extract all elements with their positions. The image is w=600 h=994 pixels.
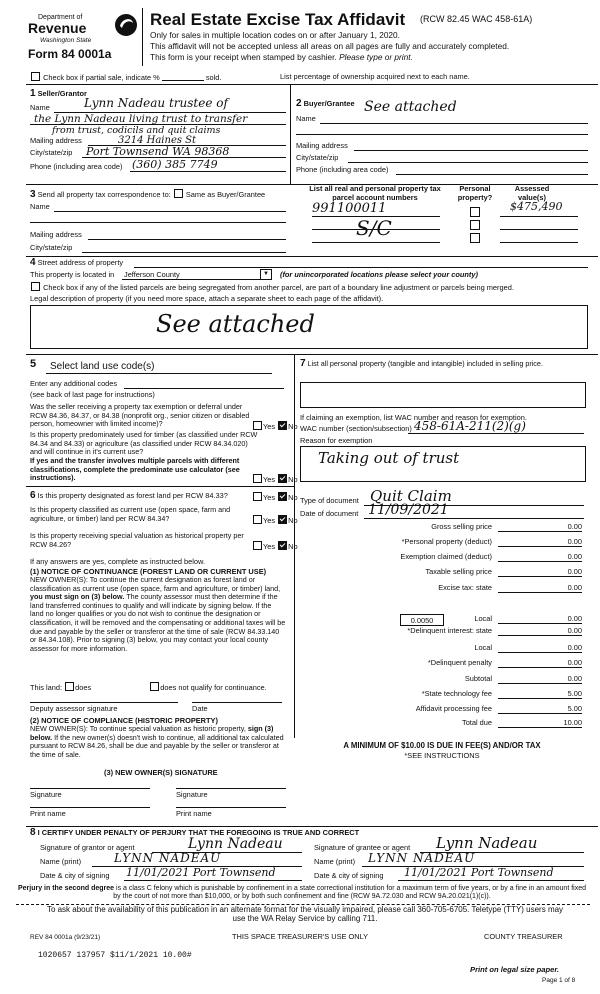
minimum-note: A MINIMUM OF $10.00 IS DUE IN FEE(S) AND/OR TAX xyxy=(343,741,541,750)
wac-handwriting: 458-61A-211(2)(g) xyxy=(414,419,526,433)
calc-row-label: Exemption claimed (deduct) xyxy=(400,552,492,561)
owner-print-label-2: Print name xyxy=(176,809,212,818)
deputy-date-label: Date xyxy=(192,704,208,713)
street-row xyxy=(30,258,123,267)
does-checkbox[interactable] xyxy=(65,682,74,691)
grantee-print-label: Name (print) xyxy=(314,857,356,866)
personal-property-row xyxy=(300,360,584,369)
doc-date-handwriting: 11/09/2021 xyxy=(368,502,449,518)
personal-header xyxy=(452,184,498,202)
assessed-header-l1: Assessed xyxy=(514,184,550,193)
notice1-body-b: The county assessor must then determine if the land transferred continues to qualify and will indicate by signing below. If the land no longer qualifies or you do not wish to continue the designation or classification, it will be removed and the compensating or additional taxes will be due and payable by the seller or transferor at the time of sale (RCW 84.33.140 or 84.34.108). Prior to signing (3) below, you may contact your local county assessor for more information. xyxy=(30,592,286,653)
calc-row-label: *Delinquent penalty xyxy=(427,658,492,667)
grantor-date-label: Date & city of signing xyxy=(40,871,110,880)
header-note3-emph: Please type or print. xyxy=(339,52,413,62)
calc-row-label: *State technology fee xyxy=(421,689,492,698)
doc-date-label: Date of document xyxy=(300,509,359,518)
header-note1: Only for sales in multiple location codes on or after January 1, 2020. xyxy=(150,30,400,40)
s3-city-label: City/state/zip xyxy=(30,243,73,252)
grantee-date-handwriting: 11/01/2021 Port Townsend xyxy=(404,866,554,879)
segregated-row xyxy=(30,282,514,292)
notice1-body xyxy=(30,576,286,653)
does-not-checkbox[interactable] xyxy=(150,682,159,691)
assessed-handwriting: $475,490 xyxy=(510,200,563,213)
q-special-no: No xyxy=(288,542,298,551)
rule-s4 xyxy=(26,256,598,257)
q-special: Is this property receiving special valuation as historical property per RCW 84.26? xyxy=(30,531,244,549)
doc-date-line[interactable] xyxy=(364,518,584,519)
buyer-city-label: City/state/zip xyxy=(296,153,339,162)
exemption-label: If claiming an exemption, list WAC number and reason for exemption. xyxy=(300,413,527,422)
assessed-line-3[interactable] xyxy=(500,242,578,243)
partial-sale-sold: sold. xyxy=(205,73,222,82)
section3-send-label: Send all property tax correspondence to: xyxy=(37,190,171,199)
segregated-label: Check box if any of the listed parcels are being segregated from another parcel, are part of a boundary line adjustment or parcels being merged. xyxy=(43,283,514,292)
seller-city-handwriting: Port Townsend WA 98368 xyxy=(86,145,230,158)
sig-grantee-label: Signature of grantee or agent xyxy=(314,843,411,852)
personal-checkbox-2[interactable] xyxy=(470,220,480,230)
located-label: This property is located in xyxy=(30,270,115,279)
certify-label: I CERTIFY UNDER PENALTY OF PERJURY THAT THE FOREGOING IS TRUE AND CORRECT xyxy=(37,828,360,837)
buyer-name-line[interactable] xyxy=(320,123,588,124)
additional-codes-label: Enter any additional codes xyxy=(30,379,118,388)
q-open-yes-checkbox[interactable] xyxy=(253,515,262,524)
q-forest-yes-checkbox[interactable] xyxy=(253,492,262,501)
does-not-label: does not qualify for continuance. xyxy=(160,683,267,692)
notice2-body-a: NEW OWNER(S): To continue special valuation as historic property, xyxy=(30,724,246,733)
same-as-buyer-label: Same as Buyer/Grantee xyxy=(185,190,266,199)
page-number: Page 1 of 8 xyxy=(542,977,576,984)
q-exemption-yes-checkbox[interactable] xyxy=(253,421,262,430)
treasurer-stamp: 1020657 137957 $11/1/2021 10.00# xyxy=(38,951,192,960)
notice2-title: (2) NOTICE OF COMPLIANCE (HISTORIC PROPERTY) xyxy=(30,716,218,725)
see-back-label: (see back of last page for instructions) xyxy=(30,390,155,399)
owner-print-line-2[interactable] xyxy=(176,807,286,808)
personal-checkbox-3[interactable] xyxy=(470,233,480,243)
grantee-sig-handwriting: Lynn Nadeau xyxy=(436,834,538,852)
assessed-line-2[interactable] xyxy=(500,229,578,230)
section4-num: 4 xyxy=(30,257,36,268)
assessed-line-1[interactable] xyxy=(500,216,578,217)
notice1-title: (1) NOTICE OF CONTINUANCE (FOREST LAND OR CURRENT USE) xyxy=(30,567,267,576)
personal-header-l2: property? xyxy=(457,193,493,202)
buyer-name-handwriting: See attached xyxy=(364,99,457,115)
owner-print-label-1: Print name xyxy=(30,809,66,818)
grantor-print-label: Name (print) xyxy=(40,857,82,866)
rule-s5 xyxy=(26,354,598,355)
section3-num: 3 xyxy=(30,189,36,200)
owner-sig-label-2: Signature xyxy=(176,790,208,799)
calc-row xyxy=(300,583,584,594)
form-title: Real Estate Excise Tax Affidavit xyxy=(150,10,406,29)
s3-city-line[interactable] xyxy=(82,252,286,253)
q-open-no-checkbox[interactable] xyxy=(278,515,287,524)
personal-property-box[interactable] xyxy=(300,382,586,408)
header-divider xyxy=(142,8,143,66)
reason-handwriting: Taking out of trust xyxy=(318,449,460,467)
calc-row-value[interactable]: 0.00 xyxy=(498,583,582,593)
street-label: Street address of property xyxy=(37,258,124,267)
new-owner-sig-title: (3) NEW OWNER(S) SIGNATURE xyxy=(104,768,218,777)
personal-property-label: List all personal property (tangible and intangible) included in selling price. xyxy=(307,359,543,368)
calc-row xyxy=(300,643,584,654)
owner-sig-label-1: Signature xyxy=(30,790,62,799)
county-note: (for unincorporated locations please select your county) xyxy=(280,270,478,279)
calc-row-value[interactable]: 0.00 xyxy=(498,537,582,547)
treasurer-space-label: THIS SPACE TREASURER'S USE ONLY xyxy=(232,932,369,941)
dor-swoosh-icon xyxy=(114,12,138,38)
wac-line[interactable] xyxy=(408,433,584,434)
grantee-print-handwriting: LYNN NADEAU xyxy=(368,851,476,865)
calc-row-value[interactable]: 0.00 xyxy=(498,643,582,653)
perjury-text: is a class C felony which is punishable by confinement in a state correctional institution for a maximum term of five years, or by a fine in an amount fixed by the court of not more than $10,000, or by both such confinement and fine (RCW 9A.72.030 and RCW 9A.20.021(1)(c)). xyxy=(113,885,587,901)
buyer-name-line2[interactable] xyxy=(296,134,588,135)
reason-label: Reason for exemption xyxy=(300,436,373,445)
calc-row xyxy=(300,567,584,578)
header-note2: This affidavit will not be accepted unless all areas on all pages are fully and accurately completed. xyxy=(150,41,510,51)
q-timber-answers xyxy=(252,474,298,484)
q-timber-yes-checkbox[interactable] xyxy=(253,474,262,483)
alt-format-note: To ask about the availability of this publication in an alternate format for the visually impaired, please call 360-705-6705. Teletype (TTY) users may use the WA Relay Service by calling 711. xyxy=(46,905,564,924)
notice1-body-bold: you must sign on (3) below. xyxy=(30,592,125,602)
section5-num: 5 xyxy=(30,358,37,370)
q-timber-yes: Yes xyxy=(263,475,276,484)
land-use-select-label: Select land use code(s) xyxy=(50,361,155,372)
parcel-header-l2: parcel account numbers xyxy=(332,193,418,202)
q-forest-yes: Yes xyxy=(263,493,276,502)
calc-row xyxy=(300,674,584,685)
county-select[interactable] xyxy=(122,269,272,280)
calc-row xyxy=(300,626,584,637)
q-forest-answers xyxy=(252,492,298,502)
buyer-city-line[interactable] xyxy=(348,162,588,163)
q-timber-bold: If yes and the transfer involves multiple parcels with different classifications, complete the predominate use calculator (see instructions). xyxy=(30,456,240,483)
seller-name-handwriting-3: from trust, codicils and quit claims xyxy=(52,125,221,136)
section1-title: Seller/Grantor xyxy=(37,89,87,98)
grantor-date-line[interactable] xyxy=(124,880,302,881)
section3-send-row xyxy=(30,189,265,199)
calc-row xyxy=(300,689,584,700)
s3-name-line2[interactable] xyxy=(30,222,286,223)
calc-row xyxy=(300,704,584,715)
perjury-note xyxy=(14,885,590,902)
owner-sig-line-1[interactable] xyxy=(30,788,150,789)
street-line[interactable] xyxy=(134,267,588,268)
owner-print-line-1[interactable] xyxy=(30,807,150,808)
buyer-phone-line[interactable] xyxy=(396,174,588,175)
dept-line1: Department of xyxy=(38,14,83,21)
s3-mailing-line[interactable] xyxy=(88,239,286,240)
ownership-note: List percentage of ownership acquired next to each name. xyxy=(280,72,470,81)
seller-phone-line[interactable] xyxy=(130,171,286,172)
form-rcw: (RCW 82.45 WAC 458-61A) xyxy=(420,14,533,24)
rule-s6 xyxy=(26,486,294,487)
section2-num: 2 xyxy=(296,98,302,109)
q-timber-no-checkbox[interactable] xyxy=(278,474,287,483)
rev-label: REV 84 0001a (9/23/21) xyxy=(30,934,101,941)
s3-name-label: Name xyxy=(30,202,50,211)
deputy-sig-line[interactable] xyxy=(30,702,178,703)
q-exemption-yes: Yes xyxy=(263,422,276,431)
q-special-yes: Yes xyxy=(263,542,276,551)
notice2-body-bold: sign (3) below. xyxy=(30,724,274,742)
calc-row-label: Subtotal xyxy=(464,674,492,683)
calc-row-label: Affidavit processing fee xyxy=(415,704,492,713)
county-treasurer-label: COUNTY TREASURER xyxy=(484,932,563,941)
dept-line3: Washington State xyxy=(40,37,92,44)
seller-phone-handwriting: (360) 385 7749 xyxy=(132,158,218,171)
dept-line2: Revenue xyxy=(28,20,87,36)
doc-type-label: Type of document xyxy=(300,496,359,505)
calc-row-label: *Delinquent interest: state xyxy=(407,626,492,635)
q-timber: Is this property predominately used for timber (as classified under RCW 84.34 and 84.33) or agriculture (as classified under RCW 84.34.020) and will continue in it's current use? xyxy=(30,430,258,457)
tax-rate-value: 0.0050 xyxy=(410,616,434,625)
buyer-mailing-line[interactable] xyxy=(354,150,588,151)
rule-s8 xyxy=(26,826,598,827)
partial-sale-checkbox[interactable] xyxy=(31,72,40,81)
additional-codes-line[interactable] xyxy=(124,388,284,389)
calc-row-value[interactable]: 5.00 xyxy=(498,689,582,699)
parcel-handwriting: 991100011 xyxy=(312,201,387,216)
q-timber-no: No xyxy=(288,475,298,484)
q-forest-no: No xyxy=(288,493,298,502)
section2-title: Buyer/Grantee xyxy=(303,99,355,108)
q-forest: Is this property designated as forest land per RCW 84.33? xyxy=(37,491,228,500)
calc-row xyxy=(300,552,584,563)
calc-row-label: Taxable selling price xyxy=(425,567,492,576)
deputy-sig-label: Deputy assessor signature xyxy=(30,704,118,713)
q-special-answers xyxy=(252,541,298,551)
calc-row-value[interactable]: 5.00 xyxy=(498,704,582,714)
s3-mailing-label: Mailing address xyxy=(30,230,82,239)
wac-label: WAC number (section/subsection) xyxy=(300,424,412,433)
owner-sig-line-2[interactable] xyxy=(176,788,286,789)
personal-checkbox-1[interactable] xyxy=(470,207,480,217)
q-forest-no-checkbox[interactable] xyxy=(278,492,287,501)
legal-label: Legal description of property (if you need more space, attach a separate sheet to each page of the affidavit). xyxy=(30,294,384,303)
q-forest-row xyxy=(30,491,228,500)
calc-row-value[interactable]: 0.00 xyxy=(498,567,582,577)
partial-sale-row xyxy=(30,72,221,82)
grantor-sig-handwriting: Lynn Nadeau xyxy=(188,836,283,852)
parcel-header-l1: List all real and personal property tax xyxy=(309,184,441,193)
partial-sale-percent-field[interactable] xyxy=(162,80,204,81)
calc-row-label: Local xyxy=(474,643,492,652)
q-exemption-no: No xyxy=(288,422,298,431)
calc-row-label: Excise tax: state xyxy=(438,583,492,592)
section7-num: 7 xyxy=(300,358,306,369)
calc-row-value[interactable]: 0.00 xyxy=(498,522,582,532)
q-exemption-answers xyxy=(252,421,298,431)
see-instructions: *SEE INSTRUCTIONS xyxy=(404,751,480,760)
form-number: Form 84 0001a xyxy=(28,47,112,61)
s3-name-line[interactable] xyxy=(54,211,286,212)
land-use-select[interactable] xyxy=(46,361,272,374)
same-as-buyer-checkbox[interactable] xyxy=(174,189,183,198)
q-special-yes-checkbox[interactable] xyxy=(253,541,262,550)
calc-row-label: Local xyxy=(474,614,492,623)
sig-grantor-label: Signature of grantor or agent xyxy=(40,843,135,852)
q-open-no: No xyxy=(288,516,298,525)
this-land-label: This land: xyxy=(30,683,63,692)
section6-num: 6 xyxy=(30,490,36,501)
calc-row xyxy=(300,658,584,669)
grantor-print-handwriting: LYNN NADEAU xyxy=(114,851,222,865)
q-special-no-checkbox[interactable] xyxy=(278,541,287,550)
section1-heading xyxy=(30,89,87,98)
buyer-phone-label: Phone (including area code) xyxy=(296,165,389,174)
q-open-yes: Yes xyxy=(263,516,276,525)
segregated-checkbox[interactable] xyxy=(31,282,40,291)
county-select-value: Jefferson County xyxy=(124,270,180,279)
seller-name-label: Name xyxy=(30,103,50,112)
does-label: does xyxy=(75,683,92,692)
grantee-date-line[interactable] xyxy=(398,880,584,881)
col-divider-1 xyxy=(290,84,291,184)
calc-row xyxy=(300,718,584,729)
buyer-mailing-label: Mailing address xyxy=(296,141,348,150)
calc-row-value[interactable]: 0.00 xyxy=(498,674,582,684)
partial-sale-label: Check box if partial sale, indicate % xyxy=(43,73,160,82)
this-land-row xyxy=(30,682,267,692)
seller-city-label: City/state/zip xyxy=(30,148,73,157)
section1-num: 1 xyxy=(30,88,36,99)
calc-row-value[interactable]: 0.00 xyxy=(498,552,582,562)
rule-top xyxy=(26,84,598,85)
q-open: Is this property classified as current use (open space, farm and agriculture, or timber) land per RCW 84.34? xyxy=(30,505,231,523)
seller-phone-label: Phone (including area code) xyxy=(30,162,123,171)
grantor-date-handwriting: 11/01/2021 Port Townsend xyxy=(126,866,276,879)
calc-row-value[interactable]: 0.00 xyxy=(498,614,582,624)
seller-mailing-label: Mailing address xyxy=(30,136,82,145)
section8-num: 8 xyxy=(30,827,36,838)
calc-row-label: Total due xyxy=(462,718,492,727)
section2-heading xyxy=(296,99,355,108)
chevron-down-icon[interactable]: ▼ xyxy=(260,269,272,280)
sc-handwriting: S/C xyxy=(356,216,392,240)
parcel-line-3[interactable] xyxy=(312,242,440,243)
legal-handwriting: See attached xyxy=(156,310,315,338)
personal-header-l1: Personal xyxy=(459,184,491,193)
calc-row-value[interactable]: 0.00 xyxy=(498,626,582,636)
notice2-body-b: If the new owner(s) doesn't wish to continue, all additional tax calculated pursuant to RCW 84.26, shall be due and payable by the seller or transferor at the time of sale. xyxy=(30,732,284,759)
notice2-body xyxy=(30,725,286,759)
notice1-body-a: NEW OWNER(S): To continue the current designation as forest land or classification as current use (open space, farm and agriculture, or timber) land, xyxy=(30,575,281,593)
parcel-header xyxy=(300,184,450,202)
header-note3 xyxy=(150,53,413,62)
q-exemption: Was the seller receiving a property tax exemption or deferral under RCW 84.36, 84.37, or 84.38 (nonprofit org., senior citizen or disabled person, homeowner with limited income)? xyxy=(30,402,250,429)
header-note3-text: This form is your receipt when stamped by cashier. xyxy=(150,52,337,62)
calc-row-label: Gross selling price xyxy=(431,522,492,531)
print-legal-note: Print on legal size paper. xyxy=(470,965,560,974)
answered-yes-note: If any answers are yes, complete as instructed below. xyxy=(30,557,205,566)
seller-name-handwriting-1: Lynn Nadeau trustee of xyxy=(84,96,228,110)
grantee-date-label: Date & city of signing xyxy=(314,871,384,880)
seller-mailing-handwriting: 3214 Haines St xyxy=(118,135,197,146)
perjury-bold: Perjury in the second degree xyxy=(17,885,115,892)
assessed-header-l2: value(s) xyxy=(518,193,546,202)
seller-name-handwriting-2: the Lynn Nadeau living trust to transfer xyxy=(34,113,248,125)
calc-row-value[interactable]: 10.00 xyxy=(498,718,582,728)
calc-row-value[interactable]: 0.00 xyxy=(498,658,582,668)
calc-row xyxy=(300,522,584,533)
deputy-date-line[interactable] xyxy=(192,702,282,703)
calc-row xyxy=(300,537,584,548)
q-open-answers xyxy=(252,515,298,525)
buyer-name-label: Name xyxy=(296,114,316,123)
tax-rate-box[interactable] xyxy=(400,614,444,626)
doc-type-handwriting: Quit Claim xyxy=(370,487,452,505)
q-exemption-no-checkbox[interactable] xyxy=(278,421,287,430)
calc-row-label: *Personal property (deduct) xyxy=(401,537,492,546)
